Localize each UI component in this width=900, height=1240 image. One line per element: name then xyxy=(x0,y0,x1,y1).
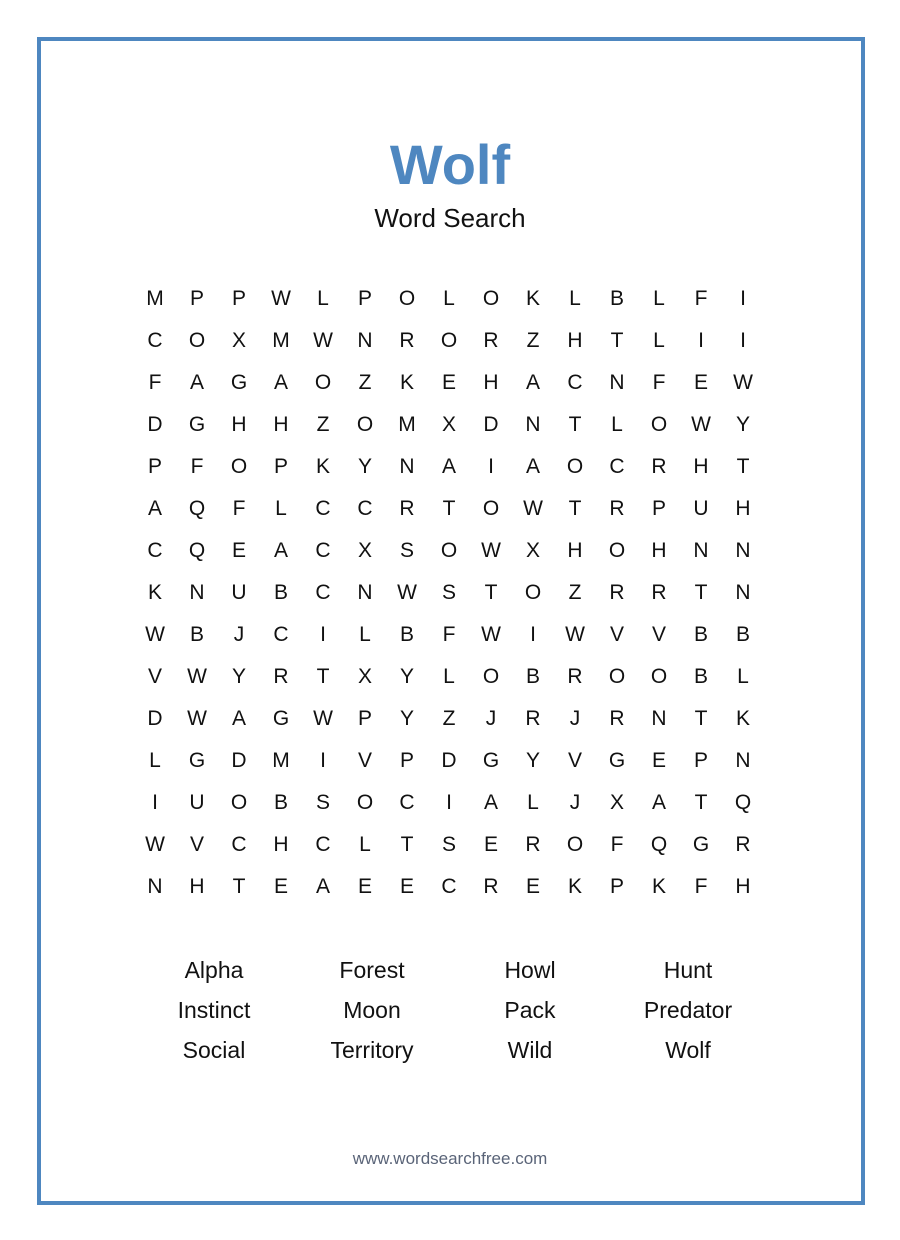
grid-letter: N xyxy=(525,413,541,436)
grid-letter: Y xyxy=(735,413,750,436)
grid-letter: I xyxy=(488,455,494,478)
grid-letter: N xyxy=(693,539,709,562)
grid-letter: I xyxy=(446,791,452,814)
grid-letter: I xyxy=(530,623,536,646)
grid-row xyxy=(134,614,764,656)
grid-letter: O xyxy=(482,665,500,688)
grid-letter: I xyxy=(320,749,326,772)
grid-letter: L xyxy=(443,665,455,688)
grid-letter: Z xyxy=(442,707,456,730)
grid-letter: Q xyxy=(188,497,206,520)
grid-letter: B xyxy=(693,623,708,646)
grid-letter: P xyxy=(357,287,372,310)
grid-letter: L xyxy=(611,413,623,436)
grid-letter: V xyxy=(567,749,582,772)
word-list-item: Moon xyxy=(343,996,401,1023)
grid-letter: E xyxy=(399,875,414,898)
grid-row xyxy=(134,866,764,908)
grid-letter: A xyxy=(315,875,330,898)
grid-letter: A xyxy=(231,707,246,730)
grid-letter: Z xyxy=(358,371,372,394)
grid-letter: F xyxy=(694,287,708,310)
grid-letter: N xyxy=(735,539,751,562)
grid-letter: U xyxy=(231,581,247,604)
grid-letter: K xyxy=(735,707,750,730)
grid-letter: O xyxy=(650,665,668,688)
grid-letter: D xyxy=(147,413,163,436)
grid-letter: T xyxy=(316,665,330,688)
grid-letter: Y xyxy=(357,455,372,478)
grid-letter: X xyxy=(441,413,456,436)
grid-letter: W xyxy=(271,287,291,310)
grid-letter: R xyxy=(399,497,415,520)
grid-letter: R xyxy=(483,329,499,352)
grid-letter: C xyxy=(231,833,247,856)
word-list-item: Instinct xyxy=(177,996,251,1023)
grid-letter: L xyxy=(359,623,371,646)
grid-letter: W xyxy=(187,665,207,688)
grid-letter: E xyxy=(273,875,288,898)
grid-letter: R xyxy=(651,581,667,604)
grid-letter: V xyxy=(357,749,372,772)
grid-letter: V xyxy=(189,833,204,856)
grid-letter: F xyxy=(232,497,246,520)
grid-letter: W xyxy=(313,707,333,730)
grid-letter: G xyxy=(188,413,206,436)
grid-letter: Y xyxy=(399,665,414,688)
grid-letter: A xyxy=(525,371,540,394)
grid-letter: G xyxy=(230,371,248,394)
grid-row xyxy=(134,572,764,614)
page-title: Wolf xyxy=(389,133,511,196)
grid-row xyxy=(134,488,764,530)
grid-letter: B xyxy=(399,623,414,646)
grid-letter: I xyxy=(152,791,158,814)
grid-letter: P xyxy=(147,455,162,478)
grid-letter: C xyxy=(315,833,331,856)
grid-letter: J xyxy=(485,707,497,730)
grid-letter: M xyxy=(398,413,416,436)
grid-letter: A xyxy=(483,791,498,814)
grid-letter: H xyxy=(567,329,583,352)
grid-letter: P xyxy=(231,287,246,310)
grid-letter: C xyxy=(441,875,457,898)
grid-letter: Z xyxy=(526,329,540,352)
grid-letter: S xyxy=(315,791,330,814)
grid-letter: E xyxy=(693,371,708,394)
grid-letter: W xyxy=(187,707,207,730)
grid-row xyxy=(134,404,764,446)
grid-letter: K xyxy=(315,455,330,478)
grid-letter: T xyxy=(442,497,456,520)
grid-row xyxy=(134,698,764,740)
grid-letter: F xyxy=(610,833,624,856)
grid-letter: F xyxy=(694,875,708,898)
grid-letter: O xyxy=(314,371,332,394)
grid-letter: V xyxy=(651,623,666,646)
grid-letter: U xyxy=(189,791,205,814)
grid-letter: K xyxy=(399,371,414,394)
grid-letter: O xyxy=(482,497,500,520)
grid-letter: O xyxy=(650,413,668,436)
grid-letter: I xyxy=(740,287,746,310)
grid-letter: T xyxy=(694,707,708,730)
grid-letter: W xyxy=(523,497,543,520)
grid-letter: J xyxy=(569,791,581,814)
grid-letter: T xyxy=(484,581,498,604)
grid-letter: E xyxy=(483,833,498,856)
grid-letter: Z xyxy=(568,581,582,604)
grid-row xyxy=(134,530,764,572)
grid-letter: H xyxy=(735,875,751,898)
grid-letter: R xyxy=(399,329,415,352)
grid-letter: X xyxy=(231,329,246,352)
grid-row xyxy=(134,446,764,488)
grid-letter: O xyxy=(608,539,626,562)
grid-letter: Q xyxy=(188,539,206,562)
grid-letter: L xyxy=(653,287,665,310)
grid-letter: W xyxy=(733,371,753,394)
grid-letter: I xyxy=(320,623,326,646)
grid-letter: H xyxy=(651,539,667,562)
grid-letter: K xyxy=(651,875,666,898)
grid-letter: R xyxy=(609,497,625,520)
grid-letter: H xyxy=(273,413,289,436)
grid-letter: H xyxy=(735,497,751,520)
grid-letter: C xyxy=(315,581,331,604)
grid-letter: W xyxy=(313,329,333,352)
grid-row xyxy=(134,656,764,698)
grid-letter: H xyxy=(567,539,583,562)
grid-letter: B xyxy=(273,581,288,604)
grid-letter: K xyxy=(567,875,582,898)
grid-letter: F xyxy=(442,623,456,646)
grid-letter: O xyxy=(566,833,584,856)
grid-letter: N xyxy=(735,749,751,772)
grid-letter: I xyxy=(698,329,704,352)
grid-letter: W xyxy=(481,539,501,562)
grid-letter: H xyxy=(231,413,247,436)
word-list-item: Territory xyxy=(330,1036,414,1063)
grid-letter: J xyxy=(233,623,245,646)
grid-letter: X xyxy=(357,539,372,562)
grid-letter: A xyxy=(147,497,162,520)
footer-url: www.wordsearchfree.com xyxy=(352,1149,548,1168)
grid-letter: F xyxy=(190,455,204,478)
grid-letter: T xyxy=(568,497,582,520)
grid-letter: O xyxy=(440,539,458,562)
grid-letter: J xyxy=(569,707,581,730)
grid-letter: N xyxy=(735,581,751,604)
grid-letter: L xyxy=(443,287,455,310)
grid-letter: C xyxy=(315,539,331,562)
grid-letter: P xyxy=(273,455,288,478)
grid-letter: R xyxy=(735,833,751,856)
grid-letter: W xyxy=(481,623,501,646)
grid-letter: S xyxy=(441,833,456,856)
grid-letter: E xyxy=(231,539,246,562)
grid-letter: H xyxy=(189,875,205,898)
grid-letter: M xyxy=(272,329,290,352)
grid-letter: D xyxy=(441,749,457,772)
grid-letter: E xyxy=(651,749,666,772)
grid-letter: N xyxy=(357,581,373,604)
grid-letter: C xyxy=(147,329,163,352)
grid-letter: R xyxy=(609,707,625,730)
grid-letter: P xyxy=(693,749,708,772)
grid-letter: A xyxy=(273,539,288,562)
grid-letter: L xyxy=(569,287,581,310)
grid-letter: N xyxy=(147,875,163,898)
grid-letter: L xyxy=(653,329,665,352)
grid-letter: R xyxy=(525,833,541,856)
grid-letter: Y xyxy=(399,707,414,730)
grid-letter: B xyxy=(525,665,540,688)
grid-letter: C xyxy=(399,791,415,814)
page-subtitle: Word Search xyxy=(374,203,526,233)
grid-letter: B xyxy=(189,623,204,646)
grid-row xyxy=(134,740,764,782)
grid-letter: Z xyxy=(316,413,330,436)
grid-letter: V xyxy=(609,623,624,646)
grid-letter: T xyxy=(736,455,750,478)
grid-letter: T xyxy=(610,329,624,352)
grid-letter: T xyxy=(232,875,246,898)
grid-letter: O xyxy=(356,413,374,436)
grid-letter: L xyxy=(359,833,371,856)
grid-letter: T xyxy=(694,581,708,604)
grid-letter: P xyxy=(399,749,414,772)
grid-letter: P xyxy=(609,875,624,898)
word-list-item: Howl xyxy=(504,956,556,983)
grid-letter: W xyxy=(397,581,417,604)
word-list-item: Social xyxy=(182,1036,246,1063)
grid-letter: C xyxy=(273,623,289,646)
grid-letter: G xyxy=(608,749,626,772)
grid-letter: P xyxy=(357,707,372,730)
grid-letter: B xyxy=(735,623,750,646)
grid-letter: A xyxy=(189,371,204,394)
grid-letter: D xyxy=(147,707,163,730)
word-list-item: Wolf xyxy=(665,1036,711,1063)
grid-letter: O xyxy=(482,287,500,310)
grid-letter: H xyxy=(693,455,709,478)
grid-letter: R xyxy=(651,455,667,478)
word-list-item: Alpha xyxy=(184,956,244,983)
grid-letter: O xyxy=(608,665,626,688)
grid-letter: O xyxy=(566,455,584,478)
grid-letter: E xyxy=(525,875,540,898)
word-list-item: Hunt xyxy=(663,956,713,983)
grid-letter: C xyxy=(147,539,163,562)
grid-letter: U xyxy=(693,497,709,520)
grid-letter: D xyxy=(483,413,499,436)
grid-letter: W xyxy=(565,623,585,646)
grid-letter: G xyxy=(272,707,290,730)
grid-letter: T xyxy=(568,413,582,436)
grid-letter: O xyxy=(524,581,542,604)
grid-letter: G xyxy=(482,749,500,772)
grid-letter: O xyxy=(230,455,248,478)
grid-row xyxy=(134,362,764,404)
grid-letter: O xyxy=(440,329,458,352)
word-list-item: Pack xyxy=(504,996,556,1023)
grid-letter: W xyxy=(145,623,165,646)
grid-letter: N xyxy=(651,707,667,730)
grid-letter: L xyxy=(275,497,287,520)
grid-letter: I xyxy=(740,329,746,352)
grid-letter: L xyxy=(737,665,749,688)
grid-letter: Q xyxy=(734,791,752,814)
grid-letter: P xyxy=(189,287,204,310)
grid-letter: T xyxy=(694,791,708,814)
grid-letter: A xyxy=(651,791,666,814)
grid-letter: Y xyxy=(525,749,540,772)
grid-letter: L xyxy=(149,749,161,772)
grid-letter: E xyxy=(441,371,456,394)
grid-letter: N xyxy=(609,371,625,394)
word-list-item: Predator xyxy=(643,996,733,1023)
word-list xyxy=(135,950,765,1070)
grid-letter: H xyxy=(273,833,289,856)
grid-letter: L xyxy=(527,791,539,814)
grid-letter: H xyxy=(483,371,499,394)
grid-letter: N xyxy=(189,581,205,604)
grid-letter: F xyxy=(148,371,162,394)
grid-letter: W xyxy=(691,413,711,436)
grid-letter: P xyxy=(651,497,666,520)
word-list-item: Wild xyxy=(507,1036,553,1063)
grid-letter: B xyxy=(273,791,288,814)
grid-letter: S xyxy=(399,539,414,562)
grid-letter: Q xyxy=(650,833,668,856)
grid-letter: Y xyxy=(231,665,246,688)
grid-letter: T xyxy=(400,833,414,856)
grid-letter: R xyxy=(609,581,625,604)
grid-letter: X xyxy=(525,539,540,562)
grid-letter: A xyxy=(273,371,288,394)
word-list-item: Forest xyxy=(339,956,405,983)
grid-letter: C xyxy=(567,371,583,394)
grid-letter: O xyxy=(398,287,416,310)
grid-letter: X xyxy=(357,665,372,688)
grid-letter: S xyxy=(441,581,456,604)
grid-letter: N xyxy=(357,329,373,352)
grid-letter: O xyxy=(188,329,206,352)
grid-letter: L xyxy=(317,287,329,310)
grid-letter: O xyxy=(356,791,374,814)
grid-letter: M xyxy=(146,287,164,310)
grid-letter: C xyxy=(315,497,331,520)
grid-letter: O xyxy=(230,791,248,814)
grid-letter: R xyxy=(525,707,541,730)
grid-letter: A xyxy=(525,455,540,478)
grid-letter: M xyxy=(272,749,290,772)
grid-letter: B xyxy=(693,665,708,688)
grid-letter: R xyxy=(273,665,289,688)
grid-letter: N xyxy=(399,455,415,478)
grid-row xyxy=(134,278,764,320)
grid-letter: E xyxy=(357,875,372,898)
grid-letter: D xyxy=(231,749,247,772)
grid-letter: K xyxy=(525,287,540,310)
grid-letter: K xyxy=(147,581,162,604)
grid-letter: V xyxy=(147,665,162,688)
grid-letter: W xyxy=(145,833,165,856)
letter-grid xyxy=(134,278,764,908)
grid-letter: G xyxy=(692,833,710,856)
grid-row xyxy=(134,824,764,866)
grid-letter: A xyxy=(441,455,456,478)
grid-letter: R xyxy=(483,875,499,898)
grid-letter: B xyxy=(609,287,624,310)
grid-letter: C xyxy=(609,455,625,478)
grid-row xyxy=(134,320,764,362)
grid-letter: G xyxy=(188,749,206,772)
grid-letter: C xyxy=(357,497,373,520)
grid-row xyxy=(134,782,764,824)
grid-letter: R xyxy=(567,665,583,688)
grid-letter: F xyxy=(652,371,666,394)
grid-letter: X xyxy=(609,791,624,814)
